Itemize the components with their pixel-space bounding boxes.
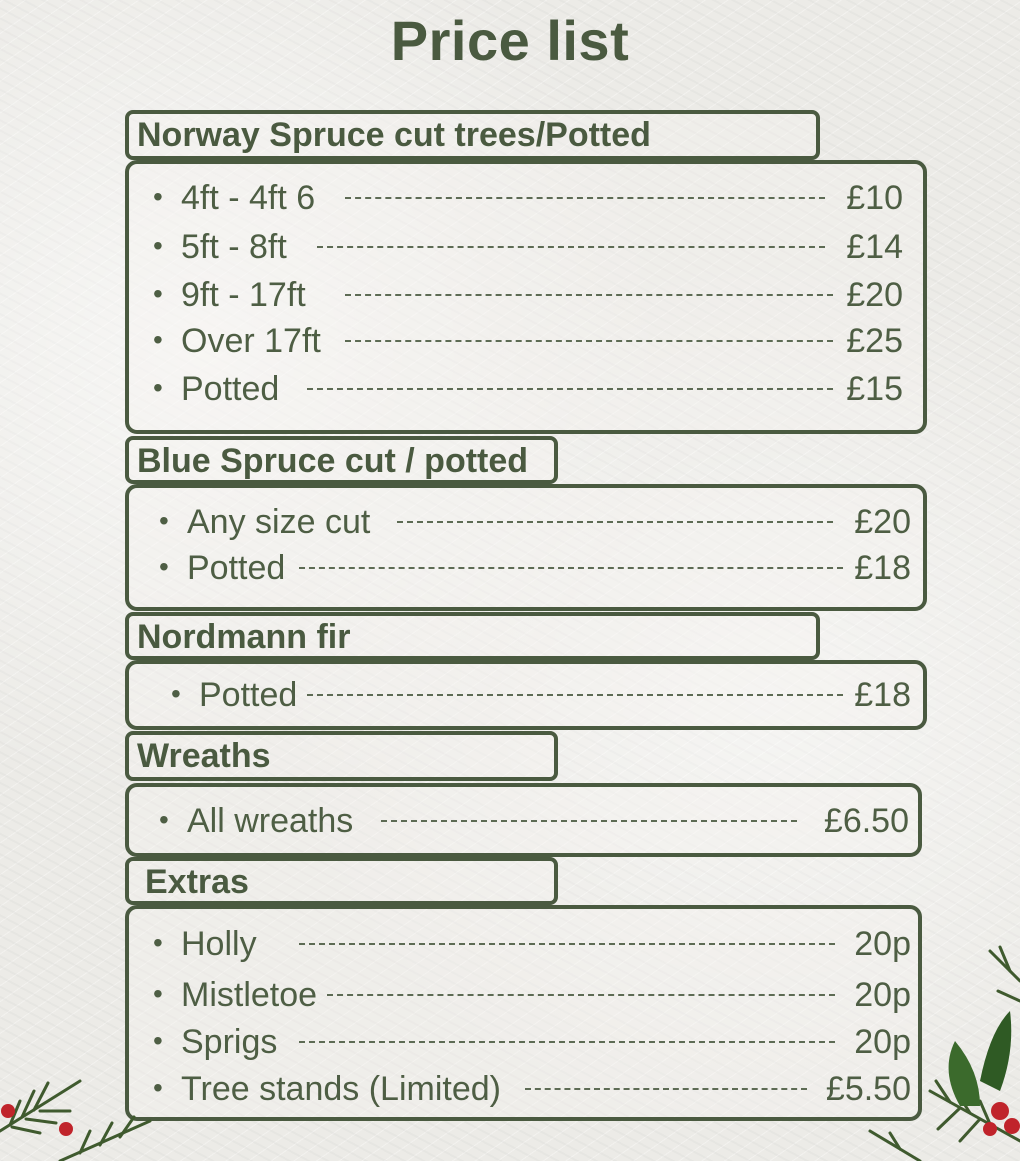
dotted-leader	[525, 1088, 807, 1090]
price-row	[153, 1070, 911, 1110]
dotted-leader	[299, 1041, 835, 1043]
item-label: 9ft - 17ft	[181, 276, 306, 314]
bullet: •	[153, 181, 163, 212]
price-row	[159, 802, 909, 842]
bullet: •	[153, 927, 163, 958]
dotted-leader	[327, 994, 835, 996]
price-row	[153, 925, 911, 965]
pine-holly-decoration-left	[0, 1061, 160, 1161]
item-price: £6.50	[823, 802, 909, 840]
dotted-leader	[307, 388, 833, 390]
bullet: •	[153, 324, 163, 355]
bullet: •	[153, 278, 163, 309]
price-row	[159, 503, 911, 543]
item-price: £15	[846, 370, 903, 408]
dotted-leader	[381, 820, 797, 822]
berry-icon	[59, 1122, 73, 1136]
price-row	[153, 228, 903, 268]
section-header-nordmann-fir	[125, 612, 820, 660]
item-price: £25	[846, 322, 903, 360]
section-header-label: Norway Spruce cut trees/Potted	[137, 116, 651, 154]
item-label: Tree stands (Limited)	[181, 1070, 501, 1108]
item-price: £20	[854, 503, 911, 541]
item-price: £14	[846, 228, 903, 266]
section-box-nordmann-fir	[125, 660, 927, 730]
item-price: £10	[846, 179, 903, 217]
bullet: •	[159, 804, 169, 835]
item-label: 5ft - 8ft	[181, 228, 287, 266]
dotted-leader	[299, 943, 835, 945]
section-box-blue-spruce	[125, 484, 927, 611]
section-box-wreaths	[125, 783, 922, 857]
item-label: Potted	[181, 370, 280, 408]
item-label: Sprigs	[181, 1023, 278, 1061]
section-box-norway-spruce	[125, 160, 927, 434]
dotted-leader	[299, 567, 843, 569]
price-row	[153, 322, 903, 362]
item-label: Potted	[199, 676, 298, 714]
berry-icon	[983, 1122, 997, 1136]
bullet: •	[153, 1025, 163, 1056]
holly-leaf-icon	[949, 1041, 980, 1106]
item-label: Potted	[187, 549, 286, 587]
section-header-label: Blue Spruce cut / potted	[137, 442, 529, 480]
price-row	[171, 676, 911, 716]
price-row	[159, 549, 911, 589]
dotted-leader	[397, 521, 833, 523]
item-price: 20p	[854, 1023, 911, 1061]
page-title: Price list	[390, 9, 630, 72]
bullet: •	[159, 551, 169, 582]
dotted-leader	[307, 694, 843, 696]
dotted-leader	[345, 294, 833, 296]
section-header-wreaths	[125, 731, 558, 781]
item-label: Any size cut	[187, 503, 371, 541]
section-header-norway-spruce	[125, 110, 820, 160]
berry-icon	[1, 1104, 15, 1118]
item-price: 20p	[854, 976, 911, 1014]
price-row	[153, 179, 903, 219]
price-row	[153, 1023, 911, 1063]
dotted-leader	[317, 246, 825, 248]
item-price: 20p	[854, 925, 911, 963]
price-row	[153, 370, 903, 410]
section-header-blue-spruce	[125, 436, 558, 484]
bullet: •	[153, 230, 163, 261]
dotted-leader	[345, 197, 825, 199]
item-price: £18	[854, 549, 911, 587]
item-price: £18	[854, 676, 911, 714]
item-price: £20	[846, 276, 903, 314]
pine-holly-decoration-right	[860, 941, 1020, 1161]
price-row	[153, 976, 911, 1016]
item-label: Over 17ft	[181, 322, 321, 360]
berry-icon	[1004, 1118, 1020, 1134]
item-label: Mistletoe	[181, 976, 318, 1014]
holly-leaf-icon	[980, 1011, 1011, 1091]
section-header-label: Extras	[145, 863, 249, 901]
section-box-extras	[125, 905, 922, 1121]
bullet: •	[153, 1072, 163, 1103]
section-header-label: Nordmann fir	[137, 618, 351, 656]
item-label: All wreaths	[187, 802, 354, 840]
item-label: 4ft - 4ft 6	[181, 179, 316, 217]
section-header-label: Wreaths	[137, 737, 271, 775]
bullet: •	[159, 505, 169, 536]
price-row	[153, 276, 903, 316]
dotted-leader	[345, 340, 833, 342]
bullet: •	[153, 978, 163, 1009]
bullet: •	[171, 678, 181, 709]
item-price: £5.50	[825, 1070, 911, 1108]
section-header-extras	[125, 857, 558, 905]
item-label: Holly	[181, 925, 257, 963]
bullet: •	[153, 372, 163, 403]
berry-icon	[991, 1102, 1009, 1120]
